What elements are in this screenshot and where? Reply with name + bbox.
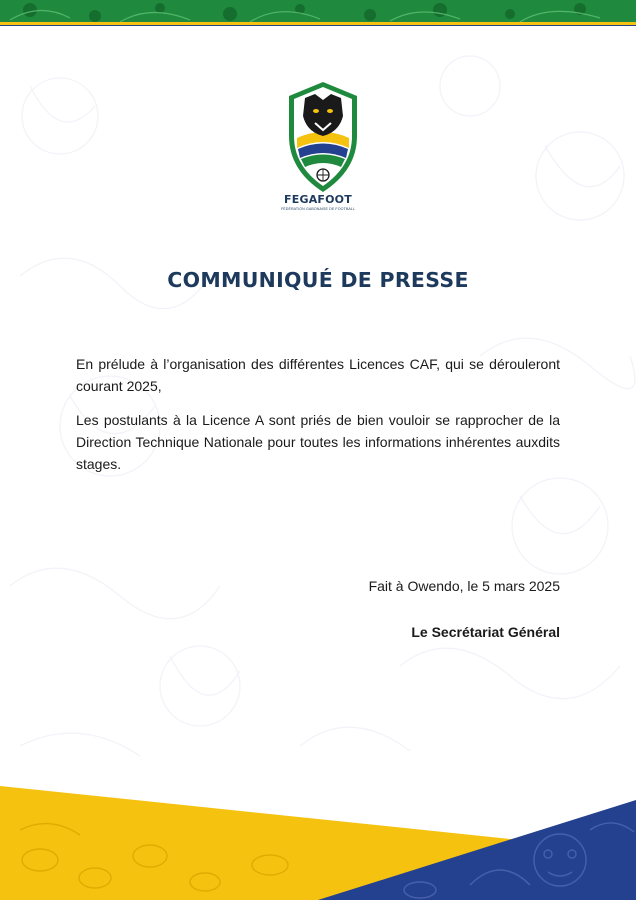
top-decorative-band (0, 0, 636, 26)
press-release-body (76, 353, 560, 487)
body-paragraph: Les postulants à la Licence A sont priés de bien vouloir se rapprocher de la Direction Technique Nationale pour toutes les informations inhérentes auxdits stages. (76, 412, 560, 472)
fegafoot-crest-logo (283, 78, 363, 196)
bottom-decorative-band (0, 760, 636, 900)
place-date: Fait à Owendo, le 5 mars 2025 (368, 578, 560, 594)
brand-name: FEGAFOOT (284, 193, 352, 206)
signature: Le Secrétariat Général (411, 624, 560, 640)
brand-subtitle: FÉDÉRATION GABONAISE DE FOOTBALL (280, 207, 356, 211)
body-paragraph: En prélude à l’organisation des différentes Licences CAF, qui se dérouleront courant 2025, (76, 356, 560, 394)
page-title: COMMUNIQUÉ DE PRESSE (167, 268, 469, 292)
